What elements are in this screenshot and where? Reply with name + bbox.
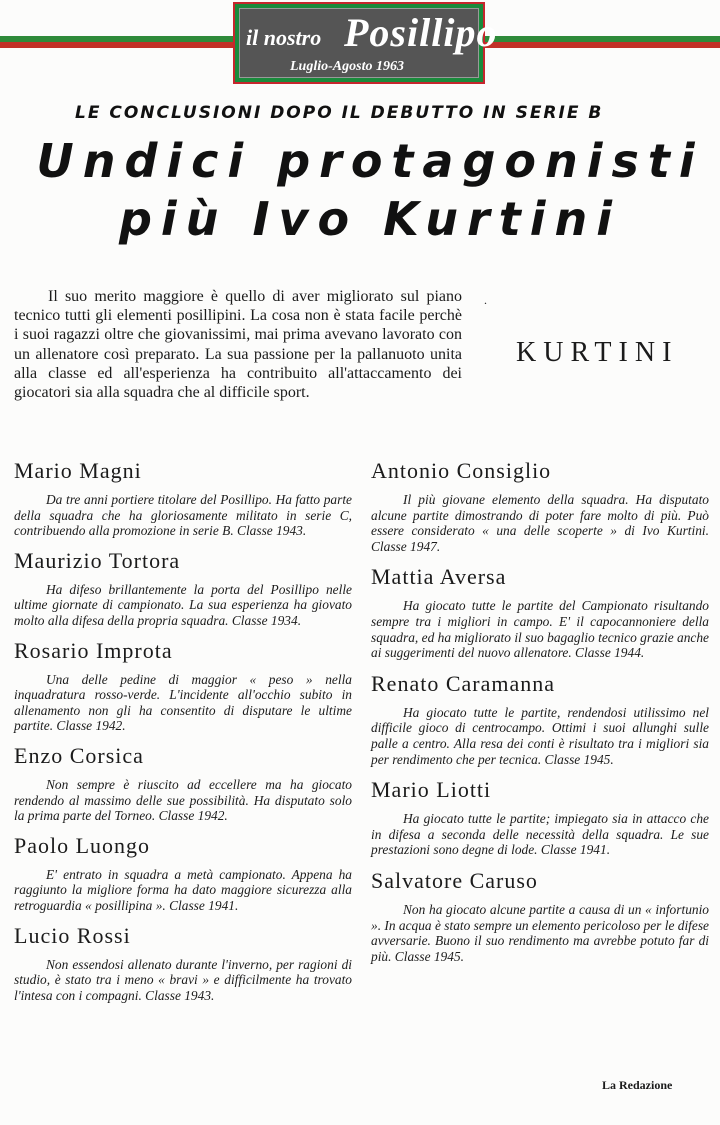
- players-right-column: [371, 458, 709, 964]
- player-entry: [371, 458, 709, 554]
- player-entry: [14, 833, 352, 914]
- player-description: Una delle pedine di maggior « peso » nella inquadratura rosso-verde. L'incidente all'occhio subito in allenamento non gli ha consentito di disputare le ultime partite. Classe 1942.: [14, 671, 352, 734]
- player-name: Enzo Corsica: [14, 742, 144, 768]
- masthead-logo: [233, 2, 498, 84]
- headline-line-1: Undici protagonisti: [36, 134, 704, 188]
- player-name: Mattia Aversa: [371, 564, 507, 590]
- player-entry: [14, 458, 352, 539]
- player-entry: [371, 777, 709, 858]
- player-description: Non ha giocato alcune partite a causa di un « infortunio ». In acqua è stato sempre un elemento pericoloso per le difese avversarie. Buono il suo rendimento ma avrebbe potuto far di più. Classe 1945.: [371, 901, 709, 964]
- player-description: Da tre anni portiere titolare del Posillipo. Ha fatto parte della squadra che ha gloriosamente militato in serie C, contribuendo alla promozione in serie B. Classe 1943.: [14, 492, 352, 539]
- photo-mark: .: [484, 293, 487, 307]
- player-description: Non sempre è riuscito ad eccellere ma ha giocato rendendo al massimo delle sue possibilità. Ha disputato solo la prima parte del Torneo. Classe 1942.: [14, 776, 352, 824]
- headline-line-2: più Ivo Kurtini: [118, 192, 621, 246]
- player-description: Ha giocato tutte le partite del Campionato risultando sempre tra i migliori in campo. E' il capocannoniere della squadra, ed ha migliorato il suo bagaglio tecnico grazie anche ai suggerimenti del nuovo allenatore. Classe 1944.: [371, 598, 709, 661]
- article-kicker: LE CONCLUSIONI DOPO IL DEBUTTO IN SERIE B: [75, 103, 604, 123]
- player-entry: [14, 638, 352, 734]
- player-description: Ha difeso brillantemente la porta del Posillipo nelle ultime giornate di campionato. La sua esperienza ha giovato molto alla difesa della propria squadra. Classe 1934.: [14, 581, 352, 628]
- player-description: Ha giocato tutte le partite; impiegato sia in attacco che in difesa a seconda delle necessità della squadra. Le sue prestazioni sono degne di lode. Classe 1941.: [371, 811, 709, 858]
- player-name: Paolo Luongo: [14, 832, 151, 858]
- player-entry: [14, 548, 352, 629]
- player-name: Antonio Consiglio: [371, 458, 552, 483]
- player-name: Mario Magni: [14, 458, 142, 483]
- player-description: Non essendosi allenato durante l'inverno, per ragioni di studio, è stato tra i meno « bravi » e difficilmente ha trovato l'intesa con i compagni. Classe 1943.: [14, 956, 352, 1003]
- article-intro: Il suo merito maggiore è quello di aver migliorato sul piano tecnico tutti gli elementi posillipini. La cosa non è stata facile perchè i suoi ragazzi oltre che giovanissimi, mai prima avevano lavorato con un allenatore così preparato. La sua passione per la pallanuoto unita alla classe ed all'esperienza ha contribuito all'attaccamento dei giocatori sia alla squadra che al difficile sport.: [14, 288, 462, 402]
- player-entry: [14, 743, 352, 824]
- masthead-panel: [239, 8, 498, 78]
- masthead-name: Posillipo: [344, 10, 498, 55]
- player-name: Mario Liotti: [371, 777, 492, 803]
- player-name: Rosario Improta: [14, 637, 173, 663]
- masthead-prefix: il nostro: [246, 25, 322, 50]
- player-entry: [14, 923, 352, 1004]
- player-name: Maurizio Tortora: [14, 547, 181, 573]
- players-left-column: [14, 458, 352, 1003]
- player-name: Salvatore Caruso: [371, 867, 538, 893]
- player-name: Renato Caramanna: [371, 670, 555, 696]
- article-signature: La Redazione: [602, 1078, 673, 1092]
- player-entry: [371, 868, 709, 964]
- player-description: Il più giovane elemento della squadra. Ha disputato alcune partite dimostrando di poter fare molto di più. Può essere considerato « una delle scoperte » di Ivo Kurtini. Classe 1947.: [371, 492, 709, 554]
- player-entry: [371, 564, 709, 660]
- masthead-issue: Luglio-Agosto 1963: [290, 59, 404, 74]
- photo-caption: KURTINI: [516, 337, 679, 368]
- article-headline: [30, 132, 710, 248]
- player-entry: [371, 671, 709, 767]
- player-description: E' entrato in squadra a metà campionato. Appena ha raggiunto la migliore forma ha dato maggiore sicurezza alla retroguardia « posillipina ». Classe 1941.: [14, 866, 352, 913]
- player-description: Ha giocato tutte le partite, rendendosi utilissimo nel difficile gioco di centrocampo. Ottimi i suoi allunghi sulle palle a centro. Alla resa dei conti è risultato tra i migliori sia per rendimento che per tecnica. Classe 1945.: [371, 704, 709, 767]
- player-name: Lucio Rossi: [14, 922, 131, 948]
